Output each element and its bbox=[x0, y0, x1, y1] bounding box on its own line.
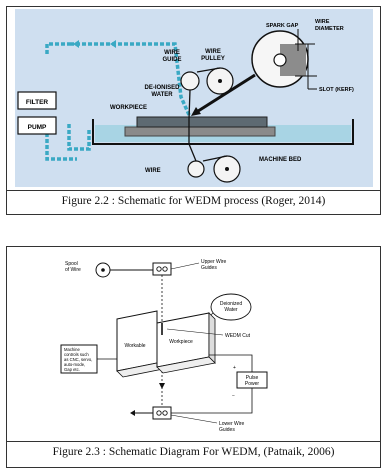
wire-return-arrow-icon bbox=[130, 410, 135, 416]
machine-bed bbox=[125, 127, 275, 136]
lower-wire-guide-box bbox=[153, 407, 171, 419]
lower-wire-guides-label: Lower Wire Guides bbox=[219, 421, 245, 433]
workable-label: Workable bbox=[124, 343, 146, 349]
figure-2-3-frame bbox=[6, 246, 381, 468]
wire-direction-arrow-icon bbox=[159, 383, 165, 389]
workpiece-label: WORKPIECE bbox=[110, 105, 148, 111]
workable-block bbox=[117, 311, 157, 371]
wedm-process-schematic bbox=[15, 9, 373, 189]
filter-label: FILTER bbox=[25, 99, 49, 106]
negative-terminal-sign: − bbox=[232, 393, 235, 399]
diagram-background bbox=[15, 9, 373, 187]
wedm-schematic-diagram bbox=[59, 257, 309, 439]
machine-bed-label: MACHINE BED bbox=[259, 157, 302, 163]
wedm-cut-label: WEDM Cut bbox=[225, 333, 250, 339]
wire-label: WIRE bbox=[145, 168, 161, 174]
caption-divider bbox=[7, 190, 380, 191]
pump-label: PUMP bbox=[27, 124, 47, 131]
wire-guide-label: WIRE GUIDE bbox=[162, 50, 182, 63]
figure-2-2-frame bbox=[6, 6, 381, 215]
deionized-water-label: Deionized Water bbox=[219, 301, 243, 313]
deionised-water-label: DE-IONISED WATER bbox=[144, 85, 180, 98]
wire-guide-icon bbox=[181, 72, 199, 90]
slot-kerf-label: SLOT (KERF) bbox=[319, 87, 354, 93]
caption-divider bbox=[7, 441, 380, 442]
pulse-power-lower-line bbox=[171, 388, 252, 413]
figure-2-3-caption: Figure 2.3 : Schematic Diagram For WEDM, (Patnaik, 2006) bbox=[52, 446, 335, 458]
figure-2-2-caption: Figure 2.2 : Schematic for WEDM process (Roger, 2014) bbox=[61, 195, 326, 207]
lower-wire-guide-icon bbox=[188, 161, 204, 177]
spark-gap-label: SPARK GAP bbox=[266, 23, 299, 29]
workpiece bbox=[137, 117, 267, 127]
pulse-power-label: Pulse Power bbox=[244, 375, 260, 387]
wire-diameter-label: WIRE DIAMETER bbox=[315, 19, 344, 32]
upper-wire-guide-box bbox=[153, 263, 171, 275]
spool-of-wire-label: Spool of Wire bbox=[65, 261, 81, 273]
machine-controls-label: Machine controls such as CNC, servo, auto-mode, Gap etc. bbox=[64, 347, 93, 372]
workpiece-label: Workpiece bbox=[169, 339, 193, 345]
positive-terminal-sign: + bbox=[233, 365, 236, 371]
magnified-wire bbox=[274, 54, 286, 66]
upper-wire-guides-label: Upper Wire Guides bbox=[201, 259, 227, 271]
wire-pulley-label: WIRE PULLEY bbox=[201, 49, 225, 62]
pulse-power-upper-line bbox=[209, 355, 252, 372]
